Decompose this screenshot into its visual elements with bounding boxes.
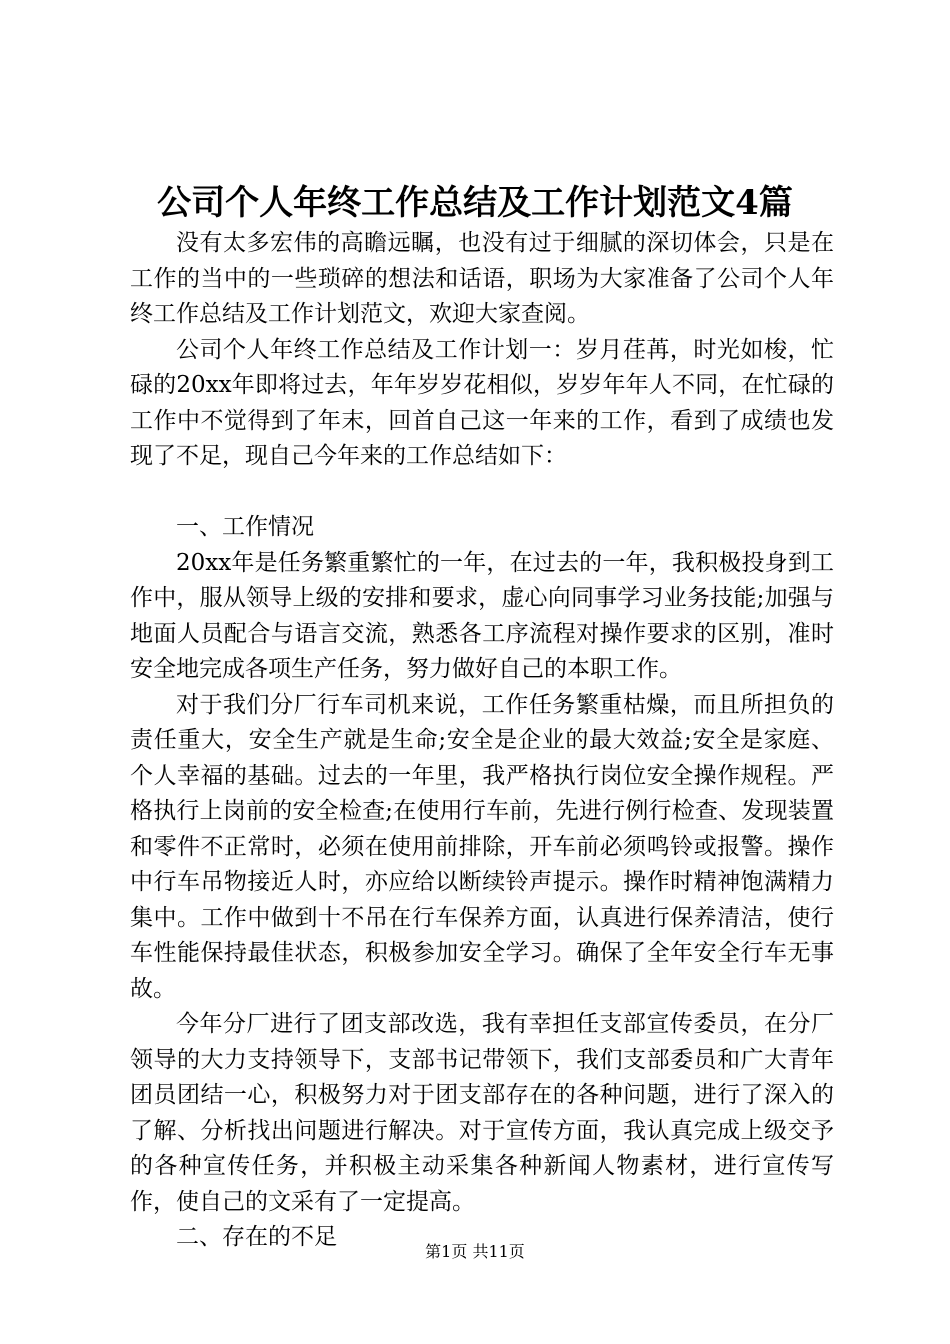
work-paragraph-1: 20xx年是任务繁重繁忙的一年，在过去的一年，我积极投身到工作中，服从领导上级的安排和要求，虚心向同事学习业务技能;加强与地面人员配合与语言交流，熟悉各工序流程对操作要求的区别，准时安全地完成各项生产任务，努力做好自己的本职工作。 (130, 549, 834, 682)
work-paragraph-3: 今年分厂进行了团支部改选，我有幸担任支部宣传委员，在分厂领导的大力支持领导下，支部书记带领下，我们支部委员和广大青年团员团结一心，积极努力对于团支部存在的各种问题，进行了深入的了解、分析找出问题进行解决。对于宣传方面，我认真完成上级交予的各种宣传任务，并积极主动采集各种新闻人物素材，进行宣传写作，使自己的文采有了一定提高。 (130, 1011, 834, 1215)
section-heading-work: 一、工作情况 (176, 514, 314, 540)
document-body (130, 226, 834, 1256)
page-number: 第1页 共11页 (425, 1242, 525, 1261)
blank-line (130, 475, 834, 511)
document-title: 公司个人年终工作总结及工作计划范文4篇 (157, 183, 793, 223)
section-heading-shortcomings: 二、存在的不足 (176, 1224, 337, 1250)
intro-paragraph: 没有太多宏伟的高瞻远瞩，也没有过于细腻的深切体会，只是在工作的当中的一些琐碎的想法和话语，职场为大家准备了公司个人年终工作总结及工作计划范文，欢迎大家查阅。 (130, 230, 834, 327)
plan-one-paragraph: 公司个人年终工作总结及工作计划一：岁月荏苒，时光如梭，忙碌的20xx年即将过去，年年岁岁花相似，岁岁年年人不同，在忙碌的工作中不觉得到了年末，回首自己这一年来的工作，看到了成绩也发现了不足，现自己今年来的工作总结如下： (130, 336, 834, 469)
work-paragraph-2: 对于我们分厂行车司机来说，工作任务繁重枯燥，而且所担负的责任重大，安全生产就是生命;安全是企业的最大效益;安全是家庭、个人幸福的基础。过去的一年里，我严格执行岗位安全操作规程。严格执行上岗前的安全检查;在使用行车前，先进行例行检查、发现装置和零件不正常时，必须在使用前排除，开车前必须鸣铃或报警。操作中行车吊物接近人时，亦应给以断续铃声提示。操作时精神饱满精力集中。工作中做到十不吊在行车保养方面，认真进行保养清洁，使行车性能保持最佳状态，积极参加安全学习。确保了全年安全行车无事故。 (130, 691, 834, 1002)
